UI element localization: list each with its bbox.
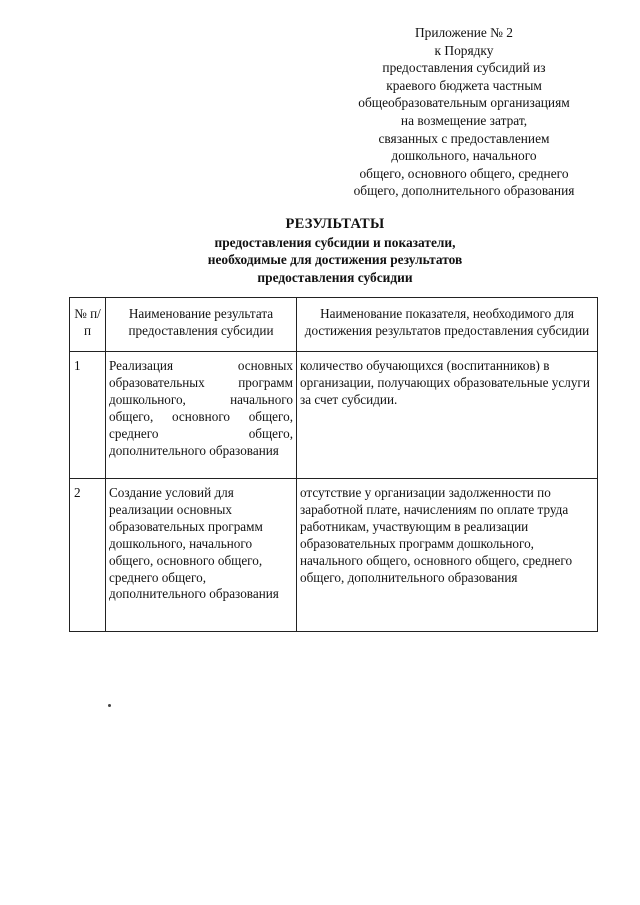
appendix-line: к Порядку <box>434 42 494 58</box>
document-subtitle-line: предоставления субсидии и показатели, <box>214 235 456 250</box>
row-number: 2 <box>70 479 106 632</box>
stray-mark <box>108 704 111 707</box>
appendix-line: общего, основного общего, среднего <box>359 165 569 181</box>
row-result: Создание условий для реализации основных образовательных программ дошкольного, начального общего, основного общего, среднего общего, дополнительного образования <box>106 479 297 632</box>
appendix-line: Приложение № 2 <box>414 25 514 40</box>
header-result: Наименование результата предоставления субсидии <box>106 298 297 352</box>
appendix-line: на возмещение затрат, <box>400 112 528 128</box>
header-indicator: Наименование показателя, необходимого для достижения результатов предоставления субсидии <box>297 298 598 352</box>
document-title: РЕЗУЛЬТАТЫ <box>285 216 385 232</box>
document-heading <box>100 214 570 286</box>
header-number: № п/п <box>70 298 106 352</box>
appendix-line: связанных с предоставлением <box>378 130 550 146</box>
row-indicator: количество обучающихся (воспитанников) в организации, получающих образовательные услуги за счет субсидии. <box>297 352 598 479</box>
appendix-note <box>330 24 598 200</box>
appendix-line: краевого бюджета частным <box>386 77 542 93</box>
table-row <box>70 352 598 479</box>
row-number: 1 <box>70 352 106 479</box>
results-table <box>69 297 598 632</box>
appendix-line: предоставления субсидий из <box>382 60 546 76</box>
appendix-line: дошкольного, начального <box>391 148 537 164</box>
table-header-row <box>70 298 598 352</box>
row-indicator: отсутствие у организации задолженности по заработной плате, начислениям по оплате труда работникам, участвующим в реализации образовательных программ дошкольного, начального общего, основного общего, среднего общего, дополнительного образования <box>297 479 598 632</box>
appendix-line: общего, дополнительного образования <box>353 183 575 199</box>
document-subtitle-line: необходимые для достижения результатов <box>207 252 463 268</box>
appendix-line: общеобразовательным организациям <box>358 95 570 111</box>
row-result: Реализация основных образовательных программ дошкольного, начального общего, основного общего, среднего общего, дополнительного образования <box>106 352 297 479</box>
document-subtitle-line: предоставления субсидии <box>257 269 413 285</box>
table-row <box>70 479 598 632</box>
